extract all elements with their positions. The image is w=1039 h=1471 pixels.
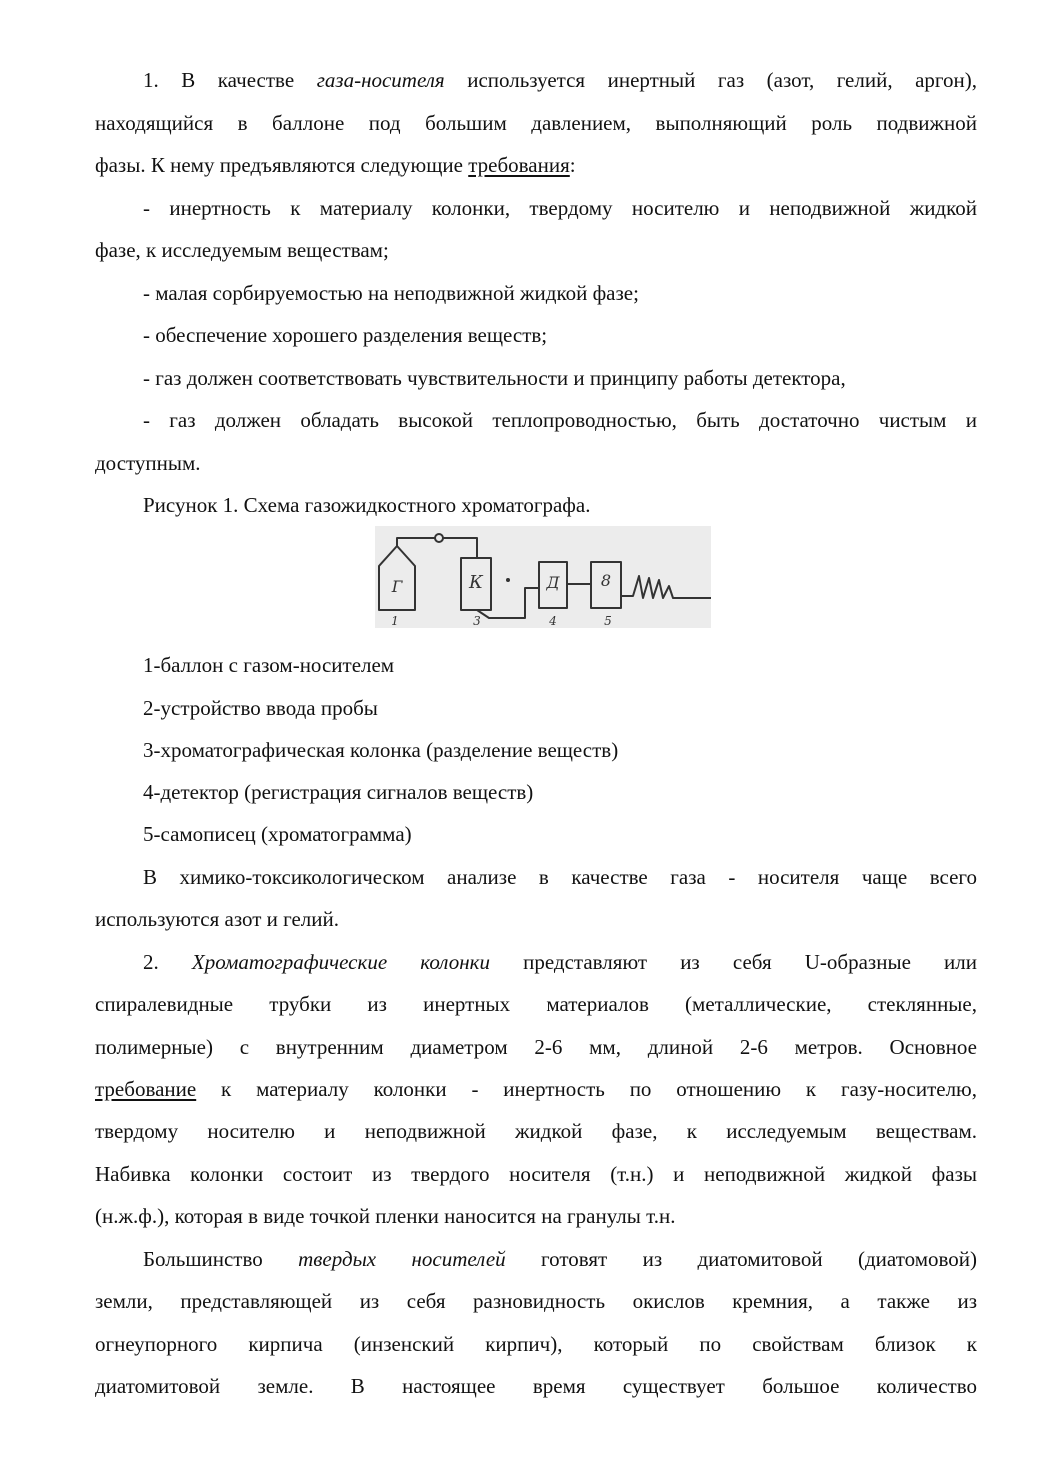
para3-line2: земли, представляющей из себя разновидность окислов кремния, а также из [95, 1289, 977, 1313]
box-label-recorder: 8 [600, 571, 612, 590]
italic-term: твердых носителей [298, 1247, 506, 1271]
para-toxic-line1: В химико-токсикологическом анализе в качестве газа - носителя чаще всего [143, 865, 977, 889]
para3-line4: диатомитовой земле. В настоящее время существует большое количество [95, 1374, 977, 1398]
box-label-detector: Д [546, 573, 560, 592]
injector-circle [435, 534, 443, 542]
legend-item-5: 5-самописец (хроматограмма) [143, 822, 412, 846]
num-label-4: 4 [549, 614, 557, 628]
box-label-column: К [469, 572, 483, 593]
text-run: представляют из себя U-образные или [489, 950, 978, 974]
para3-line3: огнеупорного кирпича (инзенский кирпич), который по свойствам близок к [95, 1332, 977, 1356]
para2-line2: спиралевидные трубки из инертных материалов (металлические, стеклянные, [95, 992, 977, 1016]
figure-caption: Рисунок 1. Схема газожидкостного хроматографа. [143, 493, 591, 517]
text-run: 2. [143, 950, 192, 974]
para2-line7: (н.ж.ф.), которая в виде точкой пленки наносится на гранулы т.н. [95, 1204, 676, 1228]
para2-line4 [95, 1076, 977, 1102]
legend-item-3: 3-хроматографическая колонка (разделение веществ) [143, 738, 619, 762]
text-run: используется инертный газ (азот, гелий, аргон), [444, 68, 977, 92]
legend-item-2: 2-устройство ввода пробы [143, 696, 378, 720]
num-label-3: 3 [473, 614, 481, 628]
text-run: Большинство [143, 1247, 299, 1271]
requirement-2: - малая сорбируемостью на неподвижной жидкой фазе; [143, 281, 639, 305]
para2-line5: твердому носителю и неподвижной жидкой фазе, к исследуемым веществам. [95, 1119, 977, 1143]
text-run: готовят из диатомитовой (диатомовой) [505, 1247, 977, 1271]
underlined-term: требование [95, 1077, 197, 1101]
text-run: 1. В качестве [143, 68, 317, 92]
italic-term: газа-носителя [316, 68, 445, 92]
italic-term: Хроматографические колонки [191, 950, 490, 974]
chromatograph-scheme-figure [375, 526, 711, 628]
scheme-drawing [375, 526, 711, 628]
para1-line1 [143, 67, 977, 93]
scan-background [375, 526, 711, 628]
text-run: : [569, 153, 576, 177]
para1-line2: находящийся в баллоне под большим давлением, выполняющий роль подвижной [95, 111, 977, 135]
para2-line1 [143, 949, 977, 975]
requirement-1-line2: фазе, к исследуемым веществам; [95, 238, 389, 262]
para3-line1 [143, 1246, 977, 1272]
requirement-5-line2: доступным. [95, 451, 201, 475]
requirement-3: - обеспечение хорошего разделения веществ; [143, 323, 548, 347]
num-label-1: 1 [391, 614, 399, 628]
para2-line6: Набивка колонки состоит из твердого носителя (т.н.) и неподвижной жидкой фазы [95, 1162, 977, 1186]
text-run: к материалу колонки - инертность по отношению к газу-носителю, [196, 1077, 977, 1101]
underlined-term: требования [468, 153, 570, 177]
text-run: фазы. К нему предъявляются следующие [95, 153, 469, 177]
requirement-4: - газ должен соответствовать чувствительности и принципу работы детектора, [143, 366, 846, 390]
requirement-5-line1: - газ должен обладать высокой теплопроводностью, быть достаточно чистым и [143, 408, 977, 432]
para1-line3 [95, 152, 977, 178]
box-label-cylinder: Г [391, 577, 403, 596]
para-toxic-line2: используются азот и гелий. [95, 907, 340, 931]
num-label-5: 5 [604, 614, 612, 628]
requirement-1-line1: - инертность к материалу колонки, твердому носителю и неподвижной жидкой [143, 196, 977, 220]
legend-item-4: 4-детектор (регистрация сигналов веществ) [143, 780, 534, 804]
sample-dot [506, 578, 510, 582]
para2-line3: полимерные) с внутренним диаметром 2-6 мм, длиной 2-6 метров. Основное [95, 1035, 977, 1059]
legend-item-1: 1-баллон с газом-носителем [143, 653, 395, 677]
